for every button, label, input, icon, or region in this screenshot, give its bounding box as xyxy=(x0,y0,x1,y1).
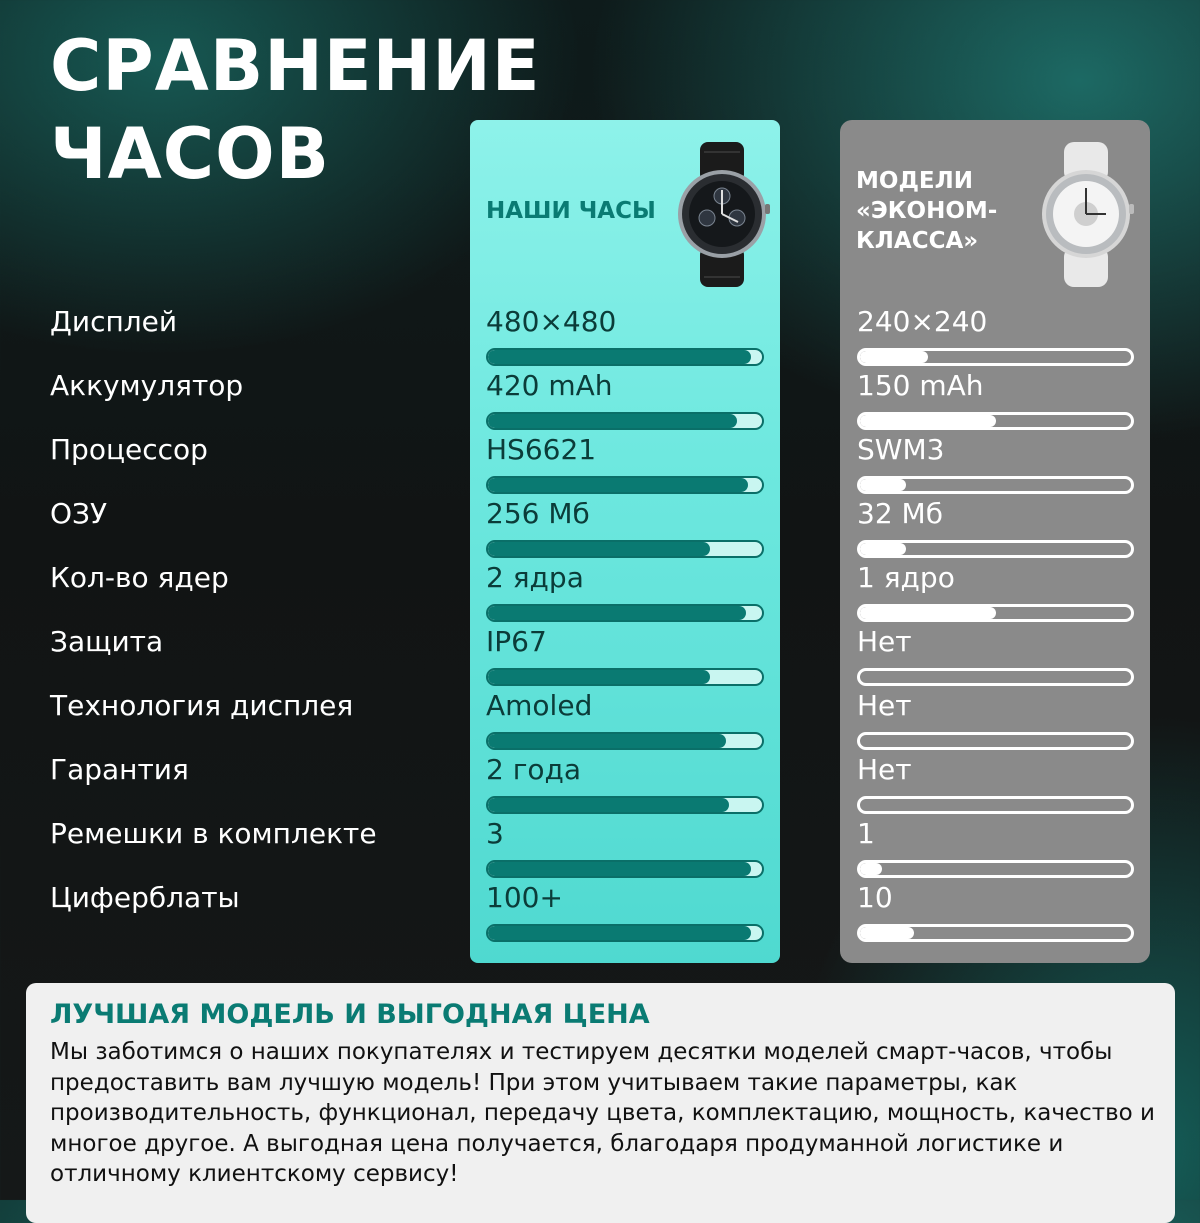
our-value: 2 ядра xyxy=(486,561,584,594)
silver-smartwatch-icon xyxy=(1036,142,1136,287)
our-level-bar xyxy=(486,924,764,942)
economy-level-fill xyxy=(860,927,914,939)
row-label: Ремешки в комплекте xyxy=(50,817,377,850)
our-level-bar xyxy=(486,348,764,366)
economy-level-fill xyxy=(860,415,996,427)
economy-value: 1 xyxy=(857,817,875,850)
our-level-bar xyxy=(486,732,764,750)
our-level-fill xyxy=(488,734,726,748)
our-value: 256 Мб xyxy=(486,497,590,530)
our-level-bar xyxy=(486,476,764,494)
economy-value: 150 mAh xyxy=(857,369,984,402)
our-value: 420 mAh xyxy=(486,369,613,402)
our-level-bar xyxy=(486,540,764,558)
economy-level-fill xyxy=(860,479,906,491)
our-level-bar xyxy=(486,604,764,622)
economy-level-bar xyxy=(857,668,1134,686)
our-level-bar xyxy=(486,860,764,878)
economy-level-fill xyxy=(860,351,928,363)
row-label: Процессор xyxy=(50,433,208,466)
info-text: Мы заботимся о наших покупателях и тестируем десятки моделей смарт-часов, чтобы предоставить вам лучшую модель! При этом учитываем такие параметры, как производительность, функционал, передачу цвета, комплектацию, мощность, качество и многое другое. А выгодная цена получается, благодаря продуманной логистике и отличному клиентскому сервису! xyxy=(50,1039,1155,1187)
economy-value: 240×240 xyxy=(857,305,988,338)
economy-level-fill xyxy=(860,607,996,619)
our-value: 2 года xyxy=(486,753,582,786)
page-title xyxy=(50,22,541,198)
economy-watch-heading xyxy=(856,166,1026,256)
economy-value: Нет xyxy=(857,689,912,722)
page-title-line-1: СРАВНЕНИЕ xyxy=(50,25,541,107)
black-smartwatch-icon xyxy=(672,142,772,287)
info-title: ЛУЧШАЯ МОДЕЛЬ И ВЫГОДНАЯ ЦЕНА xyxy=(50,999,650,1030)
our-value: IP67 xyxy=(486,625,547,658)
economy-value: 10 xyxy=(857,881,893,914)
economy-heading-line-1: МОДЕЛИ xyxy=(856,168,973,194)
economy-level-bar xyxy=(857,732,1134,750)
our-level-bar xyxy=(486,796,764,814)
economy-value: 1 ядро xyxy=(857,561,955,594)
economy-level-bar xyxy=(857,476,1134,494)
row-label: ОЗУ xyxy=(50,497,108,530)
row-label: Гарантия xyxy=(50,753,189,786)
our-level-bar xyxy=(486,668,764,686)
economy-value: 32 Мб xyxy=(857,497,943,530)
our-level-bar xyxy=(486,412,764,430)
our-value: 3 xyxy=(486,817,504,850)
our-level-fill xyxy=(488,350,751,364)
economy-level-bar xyxy=(857,348,1134,366)
our-level-fill xyxy=(488,542,710,556)
row-label: Кол-во ядер xyxy=(50,561,229,594)
row-label: Аккумулятор xyxy=(50,369,244,402)
economy-value: Нет xyxy=(857,753,912,786)
info-box xyxy=(26,983,1175,1223)
our-value: Amoled xyxy=(486,689,593,722)
economy-level-fill xyxy=(860,543,906,555)
economy-value: SWM3 xyxy=(857,433,945,466)
our-value: 100+ xyxy=(486,881,563,914)
our-level-fill xyxy=(488,926,751,940)
our-level-fill xyxy=(488,862,751,876)
our-value: HS6621 xyxy=(486,433,597,466)
row-label: Циферблаты xyxy=(50,881,240,914)
our-level-fill xyxy=(488,670,710,684)
economy-heading-line-3: КЛАССА» xyxy=(856,228,979,254)
economy-level-bar xyxy=(857,540,1134,558)
row-label: Защита xyxy=(50,625,164,658)
economy-level-bar xyxy=(857,924,1134,942)
our-watch-heading: НАШИ ЧАСЫ xyxy=(486,198,656,224)
our-value: 480×480 xyxy=(486,305,617,338)
our-level-fill xyxy=(488,798,729,812)
economy-level-bar xyxy=(857,796,1134,814)
row-label: Технология дисплея xyxy=(50,689,354,722)
economy-value: Нет xyxy=(857,625,912,658)
page-title-line-2: ЧАСОВ xyxy=(50,113,330,195)
economy-level-bar xyxy=(857,412,1134,430)
our-level-fill xyxy=(488,414,737,428)
economy-heading-line-2: «ЭКОНОМ- xyxy=(856,198,998,224)
our-level-fill xyxy=(488,478,748,492)
our-level-fill xyxy=(488,606,746,620)
row-label: Дисплей xyxy=(50,305,178,338)
economy-level-bar xyxy=(857,860,1134,878)
economy-level-bar xyxy=(857,604,1134,622)
economy-level-fill xyxy=(860,863,882,875)
